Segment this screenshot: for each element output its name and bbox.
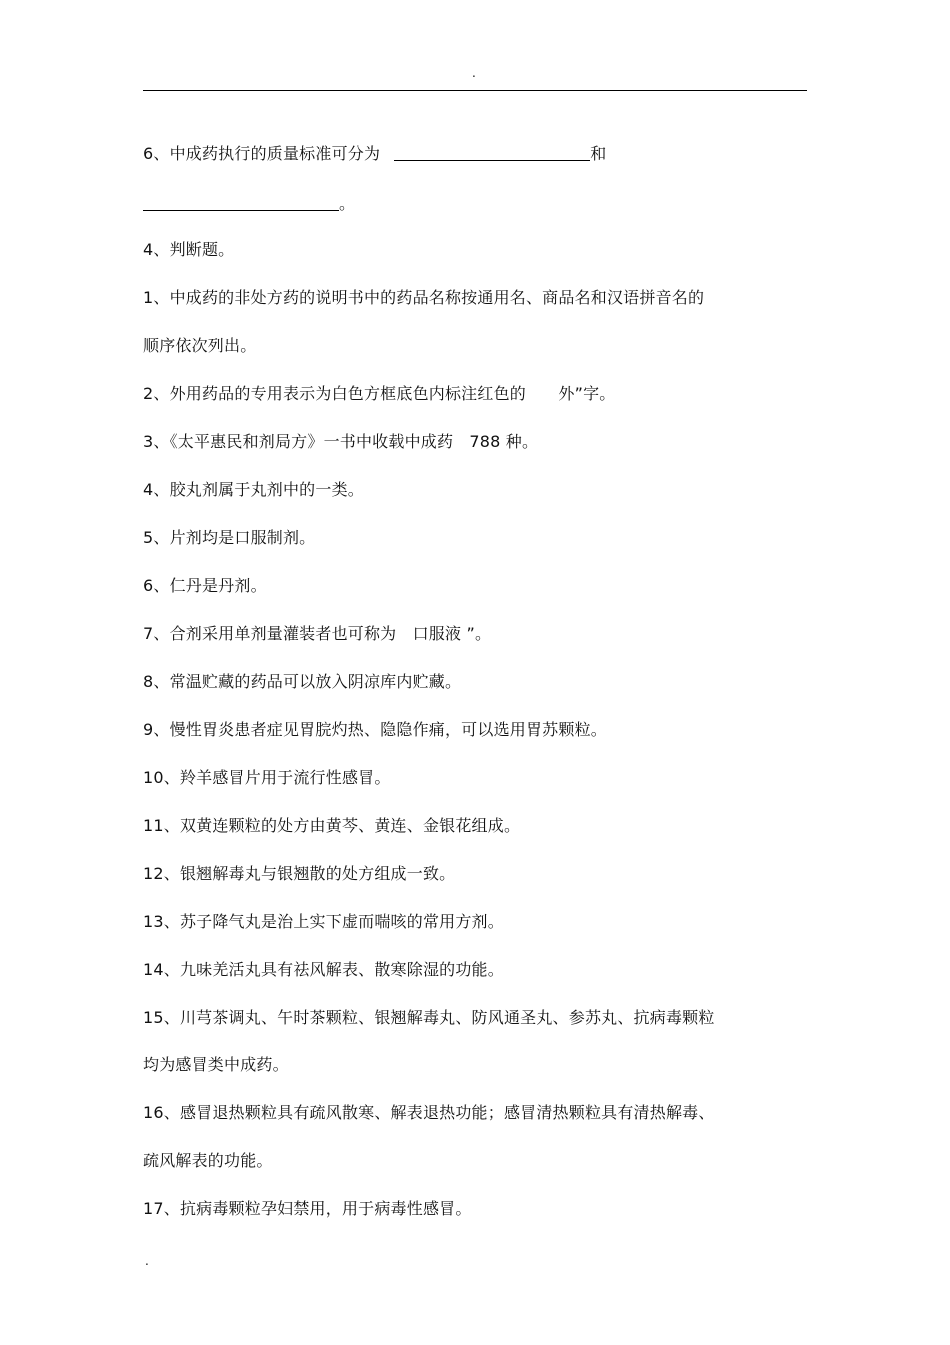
- answer-blank-1: [394, 144, 590, 161]
- q6-text: 6、中成药执行的质量标准可分为: [143, 144, 381, 163]
- list-item: 14、九味羌活丸具有祛风解表、散寒除湿的功能。: [143, 960, 504, 979]
- q6-end: 。: [339, 194, 356, 213]
- list-item: 3、《太平惠民和剂局方》一书中收载中成药 788 种。: [143, 432, 539, 451]
- list-item: 均为感冒类中成药。: [143, 1055, 289, 1074]
- list-item: 13、苏子降气丸是治上实下虚而喘咳的常用方剂。: [143, 912, 504, 931]
- list-item: 4、胶丸剂属于丸剂中的一类。: [143, 480, 364, 499]
- list-item: 9、慢性胃炎患者症见胃脘灼热、隐隐作痛，可以选用胃苏颗粒。: [143, 720, 607, 739]
- header-mark: .: [472, 66, 476, 80]
- list-item: 15、川芎茶调丸、午时茶颗粒、银翘解毒丸、防风通圣丸、参苏丸、抗病毒颗粒: [143, 1008, 715, 1027]
- list-item: 17、抗病毒颗粒孕妇禁用，用于病毒性感冒。: [143, 1199, 472, 1218]
- list-item: 16、感冒退热颗粒具有疏风散寒、解表退热功能；感冒清热颗粒具有清热解毒、: [143, 1103, 715, 1122]
- list-item: 7、合剂采用单剂量灌装者也可称为 口服液 ”。: [143, 624, 492, 643]
- header-rule: [143, 90, 807, 91]
- footer-mark: .: [145, 1254, 149, 1268]
- list-item: 5、片剂均是口服制剂。: [143, 528, 316, 547]
- fill-in-question-6-cont: [143, 194, 355, 214]
- list-item: 疏风解表的功能。: [143, 1151, 273, 1170]
- fill-in-question-6: [143, 144, 606, 164]
- list-item: 1、中成药的非处方药的说明书中的药品名称按通用名、商品名和汉语拼音名的: [143, 288, 705, 307]
- list-item: 11、双黄连颗粒的处方由黄芩、黄连、金银花组成。: [143, 816, 521, 835]
- list-item: 顺序依次列出。: [143, 336, 257, 355]
- list-item: 6、仁丹是丹剂。: [143, 576, 267, 595]
- q6-and: 和: [590, 144, 607, 163]
- answer-blank-2: [143, 194, 339, 211]
- list-item: 12、银翘解毒丸与银翘散的处方组成一致。: [143, 864, 456, 883]
- section-title: 4、判断题。: [143, 240, 235, 259]
- list-item: 10、羚羊感冒片用于流行性感冒。: [143, 768, 391, 787]
- list-item: 2、外用药品的专用表示为白色方框底色内标注红色的 外”字。: [143, 384, 616, 403]
- list-item: 8、常温贮藏的药品可以放入阴凉库内贮藏。: [143, 672, 462, 691]
